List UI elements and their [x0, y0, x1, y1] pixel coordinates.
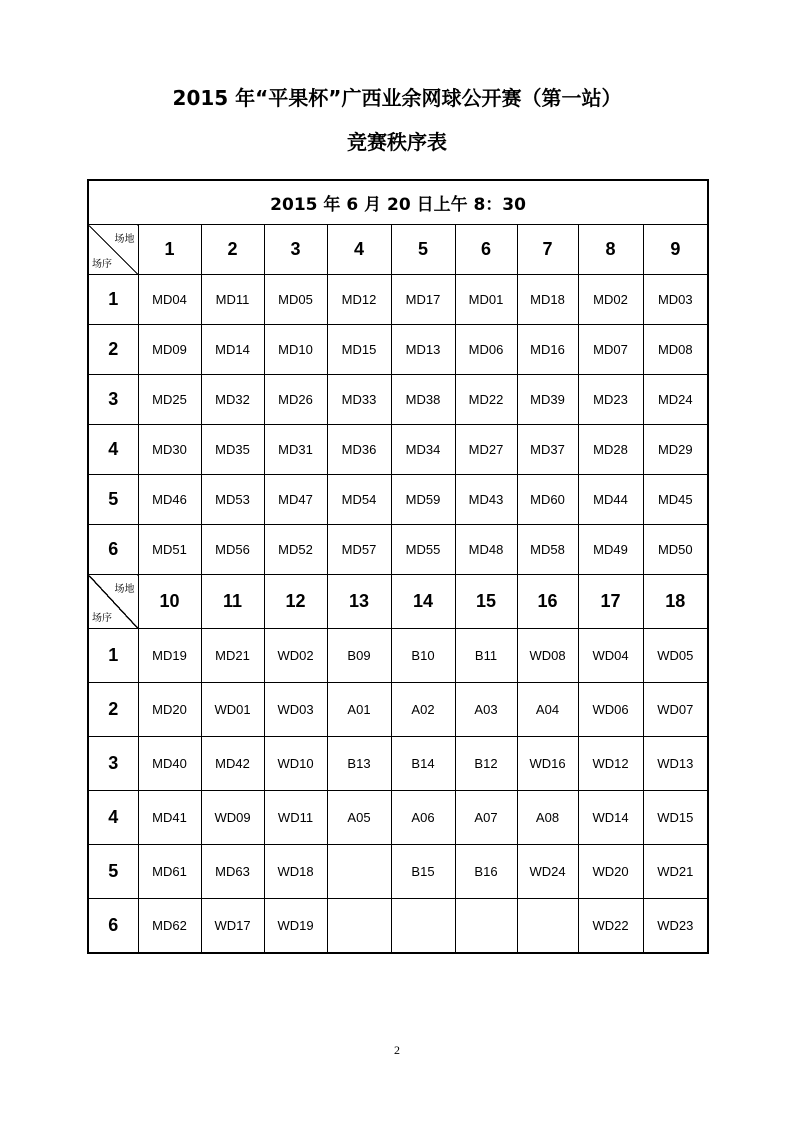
- match-cell: MD34: [391, 425, 455, 475]
- table-row: [88, 375, 708, 425]
- match-cell: WD04: [578, 629, 643, 683]
- match-cell: MD44: [578, 475, 643, 525]
- match-cell: MD39: [517, 375, 578, 425]
- match-order: 5: [88, 475, 138, 525]
- table-row: [88, 629, 708, 683]
- match-cell: WD15: [643, 791, 708, 845]
- match-cell: MD45: [643, 475, 708, 525]
- match-cell: MD38: [391, 375, 455, 425]
- match-order: 4: [88, 791, 138, 845]
- match-cell: B11: [455, 629, 517, 683]
- court-number: 18: [643, 575, 708, 629]
- match-cell: B12: [455, 737, 517, 791]
- match-cell: A01: [327, 683, 391, 737]
- match-cell: WD21: [643, 845, 708, 899]
- court-number: 16: [517, 575, 578, 629]
- match-cell: MD21: [201, 629, 264, 683]
- match-cell: MD59: [391, 475, 455, 525]
- match-cell: WD07: [643, 683, 708, 737]
- match-order: 3: [88, 737, 138, 791]
- match-cell: WD23: [643, 899, 708, 953]
- match-cell: MD40: [138, 737, 201, 791]
- match-cell: WD06: [578, 683, 643, 737]
- match-cell: MD09: [138, 325, 201, 375]
- document-subtitle: 竞赛秩序表: [347, 130, 447, 154]
- match-cell: WD02: [264, 629, 327, 683]
- match-cell: MD50: [643, 525, 708, 575]
- session-header: 2015 年 6 月 20 日上午 8：30: [88, 180, 708, 225]
- match-cell: WD08: [517, 629, 578, 683]
- match-cell: A02: [391, 683, 455, 737]
- court-number: 5: [391, 225, 455, 275]
- match-cell: WD01: [201, 683, 264, 737]
- table-row: [88, 325, 708, 375]
- match-cell: MD49: [578, 525, 643, 575]
- match-cell: MD47: [264, 475, 327, 525]
- match-cell: MD14: [201, 325, 264, 375]
- match-cell: MD18: [517, 275, 578, 325]
- match-cell: MD31: [264, 425, 327, 475]
- match-cell: MD62: [138, 899, 201, 953]
- match-cell: WD19: [264, 899, 327, 953]
- match-cell: MD28: [578, 425, 643, 475]
- table-row: [88, 791, 708, 845]
- table-row: [88, 737, 708, 791]
- court-header-row: [88, 575, 708, 629]
- match-cell: MD12: [327, 275, 391, 325]
- match-cell: MD16: [517, 325, 578, 375]
- match-cell: MD36: [327, 425, 391, 475]
- match-cell: MD04: [138, 275, 201, 325]
- court-number: 6: [455, 225, 517, 275]
- court-number: 10: [138, 575, 201, 629]
- match-cell: B15: [391, 845, 455, 899]
- match-cell: MD11: [201, 275, 264, 325]
- match-cell: MD26: [264, 375, 327, 425]
- match-cell: MD51: [138, 525, 201, 575]
- match-cell: [327, 899, 391, 953]
- table-row: [88, 845, 708, 899]
- table-row: [88, 475, 708, 525]
- court-number: 12: [264, 575, 327, 629]
- match-cell: MD03: [643, 275, 708, 325]
- match-cell: [455, 899, 517, 953]
- match-cell: MD23: [578, 375, 643, 425]
- match-cell: MD58: [517, 525, 578, 575]
- match-cell: MD48: [455, 525, 517, 575]
- order-label: 场序: [92, 259, 112, 270]
- match-cell: B14: [391, 737, 455, 791]
- court-number: 1: [138, 225, 201, 275]
- match-cell: WD14: [578, 791, 643, 845]
- table-row: [88, 899, 708, 953]
- schedule-table: [87, 179, 709, 954]
- match-cell: MD22: [455, 375, 517, 425]
- match-cell: MD06: [455, 325, 517, 375]
- order-label: 场序: [92, 613, 112, 624]
- match-cell: MD27: [455, 425, 517, 475]
- match-cell: MD08: [643, 325, 708, 375]
- match-order: 3: [88, 375, 138, 425]
- match-cell: MD61: [138, 845, 201, 899]
- match-cell: MD24: [643, 375, 708, 425]
- table-row: [88, 525, 708, 575]
- match-cell: WD09: [201, 791, 264, 845]
- match-cell: [517, 899, 578, 953]
- court-number: 14: [391, 575, 455, 629]
- match-cell: MD19: [138, 629, 201, 683]
- match-cell: A05: [327, 791, 391, 845]
- match-cell: MD30: [138, 425, 201, 475]
- page-number: 2: [394, 1043, 400, 1057]
- match-cell: MD60: [517, 475, 578, 525]
- match-order: 2: [88, 683, 138, 737]
- match-cell: B13: [327, 737, 391, 791]
- court-number: 7: [517, 225, 578, 275]
- match-order: 6: [88, 525, 138, 575]
- match-cell: MD63: [201, 845, 264, 899]
- match-cell: MD37: [517, 425, 578, 475]
- match-cell: MD57: [327, 525, 391, 575]
- match-cell: WD12: [578, 737, 643, 791]
- match-cell: MD54: [327, 475, 391, 525]
- court-number: 3: [264, 225, 327, 275]
- match-cell: WD05: [643, 629, 708, 683]
- match-cell: MD01: [455, 275, 517, 325]
- match-cell: MD29: [643, 425, 708, 475]
- match-cell: MD41: [138, 791, 201, 845]
- match-cell: A03: [455, 683, 517, 737]
- match-cell: MD46: [138, 475, 201, 525]
- court-number: 8: [578, 225, 643, 275]
- court-header-row: [88, 225, 708, 275]
- match-cell: [327, 845, 391, 899]
- match-cell: MD55: [391, 525, 455, 575]
- match-order: 2: [88, 325, 138, 375]
- match-cell: A07: [455, 791, 517, 845]
- match-order: 1: [88, 275, 138, 325]
- court-number: 2: [201, 225, 264, 275]
- match-cell: MD32: [201, 375, 264, 425]
- match-cell: B10: [391, 629, 455, 683]
- match-cell: MD07: [578, 325, 643, 375]
- match-cell: B16: [455, 845, 517, 899]
- match-cell: MD13: [391, 325, 455, 375]
- match-cell: [391, 899, 455, 953]
- match-cell: A04: [517, 683, 578, 737]
- document-title: 2015 年“平果杯”广西业余网球公开赛（第一站）: [172, 86, 622, 110]
- match-cell: MD25: [138, 375, 201, 425]
- match-cell: WD11: [264, 791, 327, 845]
- match-cell: MD56: [201, 525, 264, 575]
- match-cell: MD05: [264, 275, 327, 325]
- match-cell: WD13: [643, 737, 708, 791]
- match-cell: MD35: [201, 425, 264, 475]
- corner-header-cell: [88, 225, 138, 275]
- match-cell: MD52: [264, 525, 327, 575]
- match-cell: WD03: [264, 683, 327, 737]
- match-cell: WD20: [578, 845, 643, 899]
- court-number: 13: [327, 575, 391, 629]
- match-cell: MD33: [327, 375, 391, 425]
- match-cell: MD42: [201, 737, 264, 791]
- match-cell: MD17: [391, 275, 455, 325]
- match-cell: A08: [517, 791, 578, 845]
- match-cell: WD17: [201, 899, 264, 953]
- match-order: 1: [88, 629, 138, 683]
- court-number: 11: [201, 575, 264, 629]
- match-order: 6: [88, 899, 138, 953]
- court-number: 17: [578, 575, 643, 629]
- table-row: [88, 425, 708, 475]
- match-order: 5: [88, 845, 138, 899]
- match-cell: WD16: [517, 737, 578, 791]
- court-label: 场地: [114, 234, 135, 245]
- court-number: 15: [455, 575, 517, 629]
- match-cell: MD53: [201, 475, 264, 525]
- match-cell: MD15: [327, 325, 391, 375]
- match-cell: WD24: [517, 845, 578, 899]
- match-cell: B09: [327, 629, 391, 683]
- match-cell: MD20: [138, 683, 201, 737]
- match-cell: WD10: [264, 737, 327, 791]
- match-cell: MD10: [264, 325, 327, 375]
- table-row: [88, 683, 708, 737]
- match-cell: A06: [391, 791, 455, 845]
- match-order: 4: [88, 425, 138, 475]
- match-cell: MD02: [578, 275, 643, 325]
- court-number: 4: [327, 225, 391, 275]
- table-row: [88, 275, 708, 325]
- match-cell: WD18: [264, 845, 327, 899]
- court-number: 9: [643, 225, 708, 275]
- match-cell: WD22: [578, 899, 643, 953]
- corner-header-cell: [88, 575, 138, 629]
- court-label: 场地: [114, 584, 135, 595]
- match-cell: MD43: [455, 475, 517, 525]
